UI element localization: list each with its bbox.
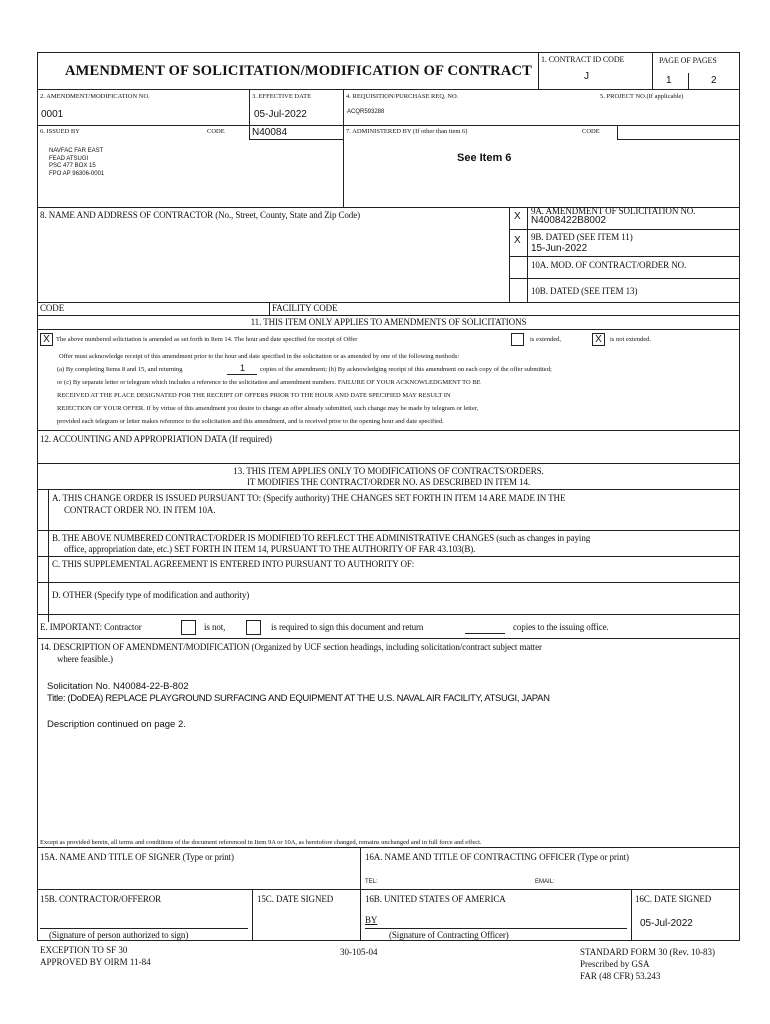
item11-line6: provided each telegram or letter makes reference to the solicitation and this amendment, and is received prior to the opening hour and date specified. <box>57 418 444 425</box>
date-signed-15c-label: 15C. DATE SIGNED <box>257 894 334 904</box>
dated-9b-label: 9B. DATED (SEE ITEM 11) <box>531 232 633 242</box>
checkbox-extended[interactable] <box>511 333 524 346</box>
checkbox-is-not[interactable] <box>181 620 196 635</box>
dated-9b-value: 15-Jun-2022 <box>531 243 588 254</box>
item11-line2a: (a) By completing Items 8 and 15, and returning <box>57 366 183 373</box>
footer-standard-form: STANDARD FORM 30 (Rev. 10-83) Prescribed by GSA FAR (48 CFR) 53.243 <box>580 947 715 981</box>
signer-name-label: 15A. NAME AND TITLE OF SIGNER (Type or print) <box>40 852 234 862</box>
item13-a-line2: CONTRACT ORDER NO. IN ITEM 10A. <box>64 505 216 515</box>
item13-b-line1[interactable]: B. THE ABOVE NUMBERED CONTRACT/ORDER IS MODIFIED TO REFLECT THE ADMINISTRATIVE CHANGES (such as changes in paying <box>52 533 591 543</box>
amendment-solicitation-label: 9A. AMENDMENT OF SOLICITATION NO. <box>531 206 696 216</box>
item13-heading2: IT MODIFIES THE CONTRACT/ORDER NO. AS DESCRIBED IN ITEM 14. <box>246 477 531 487</box>
effective-date-value: 05-Jul-2022 <box>254 109 307 120</box>
border-left <box>37 52 38 941</box>
except-text: Except as provided herein, all terms and conditions of the document referenced in Item 9A or 10A, as heretofore changed, remains unchanged and in full force and effect. <box>40 839 482 846</box>
amendment-no-label: 2. AMENDMENT/MODIFICATION NO. <box>40 93 150 100</box>
effective-date-label: 3. EFFECTIVE DATE <box>252 93 312 100</box>
date-signed-16c-label: 16C. DATE SIGNED <box>635 894 712 904</box>
contractor-signature-line[interactable] <box>40 928 248 929</box>
footer-form-number: 30-105-04 <box>340 947 378 957</box>
contractor-offeror-label: 15B. CONTRACTOR/OFFEROR <box>40 894 162 904</box>
extended-text: is extended, <box>530 336 562 343</box>
dated-10b-label: 10B. DATED (SEE ITEM 13) <box>531 286 638 296</box>
facility-code-label: FACILITY CODE <box>272 303 338 313</box>
item13-c[interactable]: C. THIS SUPPLEMENTAL AGREEMENT IS ENTERED INTO PURSUANT TO AUTHORITY OF: <box>52 559 415 569</box>
sf30-form <box>37 52 740 941</box>
contracting-officer-label: 16A. NAME AND TITLE OF CONTRACTING OFFICER (Type or print) <box>365 852 629 862</box>
item13-heading1: 13. THIS ITEM APPLIES ONLY TO MODIFICATIONS OF CONTRACTS/ORDERS. <box>233 466 544 476</box>
contract-id-label: 1. CONTRACT ID CODE <box>541 55 625 64</box>
requisition-label: 4. REQUISITION/PURCHASE REQ. NO. <box>346 93 459 100</box>
checkbox-9b[interactable]: X <box>514 235 521 246</box>
important-label: E. IMPORTANT: Contractor <box>40 622 142 632</box>
amended-text: The above numbered solicitation is amended as set forth in Item 14. The hour and date specified for receipt of Offer <box>56 336 358 343</box>
project-no-label: 5. PROJECT NO.(If applicable) <box>600 93 684 100</box>
form-title: AMENDMENT OF SOLICITATION/MODIFICATION OF CONTRACT <box>65 63 533 79</box>
description-continued: Description continued on page 2. <box>47 719 186 730</box>
item11-line2b: copies of the amendment; (b) By acknowledging receipt of this amendment on each copy of the offer submitted; <box>260 366 552 373</box>
checkbox-9a[interactable]: X <box>514 211 521 222</box>
solicitation-no-value: N4008422B8002 <box>531 215 607 226</box>
checkbox-is-required[interactable] <box>246 620 261 635</box>
issued-code-label: CODE <box>207 128 225 135</box>
usa-label: 16B. UNITED STATES OF AMERICA <box>365 894 506 904</box>
contractor-code-label: CODE <box>40 303 65 313</box>
footer-exception: EXCEPTION TO SF 30 APPROVED BY OIRM 11-84 <box>40 945 151 967</box>
item11-heading: 11. THIS ITEM ONLY APPLIES TO AMENDMENTS OF SOLICITATIONS <box>250 317 527 327</box>
page-total: 2 <box>711 75 717 86</box>
item12-label: 12. ACCOUNTING AND APPROPRIATION DATA (If required) <box>40 434 272 444</box>
item11-line3: or (c) By separate letter or telegram which includes a reference to the solicitation and amendment numbers. FAILURE OF YOUR ACKNOWLEDGMENT TO BE <box>57 379 481 386</box>
admin-code-label: CODE <box>582 128 600 135</box>
copies-value: 1 <box>240 363 246 373</box>
signature-person-caption: (Signature of person authorized to sign) <box>49 930 189 940</box>
issued-code-value: N40084 <box>252 127 288 138</box>
border-top <box>37 52 740 53</box>
administered-by-value: See Item 6 <box>457 152 512 164</box>
item14-label2: where feasible.) <box>57 654 113 664</box>
item11-line4: RECEIVED AT THE PLACE DESIGNATED FOR THE RECEIPT OF OFFERS PRIOR TO THE HOUR AND DATE SPECIFIED MAY RESULT IN <box>57 392 451 399</box>
mod-contract-label: 10A. MOD. OF CONTRACT/ORDER NO. <box>531 260 687 270</box>
contract-id-value: J <box>584 71 589 82</box>
date-signed-16c-value: 05-Jul-2022 <box>640 918 693 929</box>
amendment-no-value: 0001 <box>41 109 64 120</box>
item13-d[interactable]: D. OTHER (Specify type of modification and authority) <box>52 590 250 600</box>
solicitation-title-text: Title: (DoDEA) REPLACE PLAYGROUND SURFACING AND EQUIPMENT AT THE U.S. NAVAL AIR FACILITY, ATSUGI, JAPAN <box>47 693 550 704</box>
item14-label1: 14. DESCRIPTION OF AMENDMENT/MODIFICATION (Organized by UCF section headings, including solicitation/contract subject matter <box>40 642 542 652</box>
tel-label: TEL: <box>365 879 378 885</box>
not-extended-text: is not extended. <box>610 336 651 343</box>
contractor-label: 8. NAME AND ADDRESS OF CONTRACTOR (No., Street, County, State and Zip Code) <box>40 210 361 220</box>
copies-issuing-text: copies to the issuing office. <box>513 622 609 632</box>
page-current: 1 <box>666 75 672 86</box>
by-label: BY <box>365 915 378 925</box>
checkbox-amended[interactable]: X <box>40 333 53 346</box>
administered-by-label: 7. ADMINISTERED BY (If other than item 6) <box>346 128 468 135</box>
item13-b-line2: office, appropriation date, etc.) SET FORTH IN ITEM 14, PURSUANT TO THE AUTHORITY OF FAR 43.103(B). <box>64 544 476 554</box>
copies-blank[interactable] <box>465 633 505 634</box>
is-required-text: is required to sign this document and return <box>271 622 424 632</box>
solicitation-number-text: Solicitation No. N40084-22-B-802 <box>47 681 189 692</box>
officer-signature-line[interactable] <box>365 928 627 929</box>
item11-line1: Offer must acknowledge receipt of this amendment prior to the hour and date specified in the solicitation or as amended by one of the following methods: <box>59 353 460 360</box>
item11-line5: REJECTION OF YOUR OFFER. If by virtue of this amendment you desire to change an offer already submitted, such change may be made by telegram or letter, <box>57 405 479 412</box>
item13-a-line1[interactable]: A. THIS CHANGE ORDER IS ISSUED PURSUANT TO: (Specify authority) THE CHANGES SET FORTH IN ITEM 14 ARE MADE IN THE <box>52 493 566 503</box>
signature-officer-caption: (Signature of Contracting Officer) <box>389 930 509 940</box>
is-not-text: is not, <box>204 622 226 632</box>
issued-by-address: NAVFAC FAR EAST FEAD ATSUGI PSC 477 BOX 15 FPO AP 96306-0001 <box>49 148 105 177</box>
page-of-pages-label: PAGE OF PAGES <box>659 56 717 65</box>
border-right <box>739 52 740 941</box>
issued-by-label: 6. ISSUED BY <box>40 128 80 135</box>
requisition-value: ACQR593288 <box>347 109 385 115</box>
checkbox-not-extended[interactable]: X <box>592 333 605 346</box>
email-label: EMAIL: <box>535 879 555 885</box>
